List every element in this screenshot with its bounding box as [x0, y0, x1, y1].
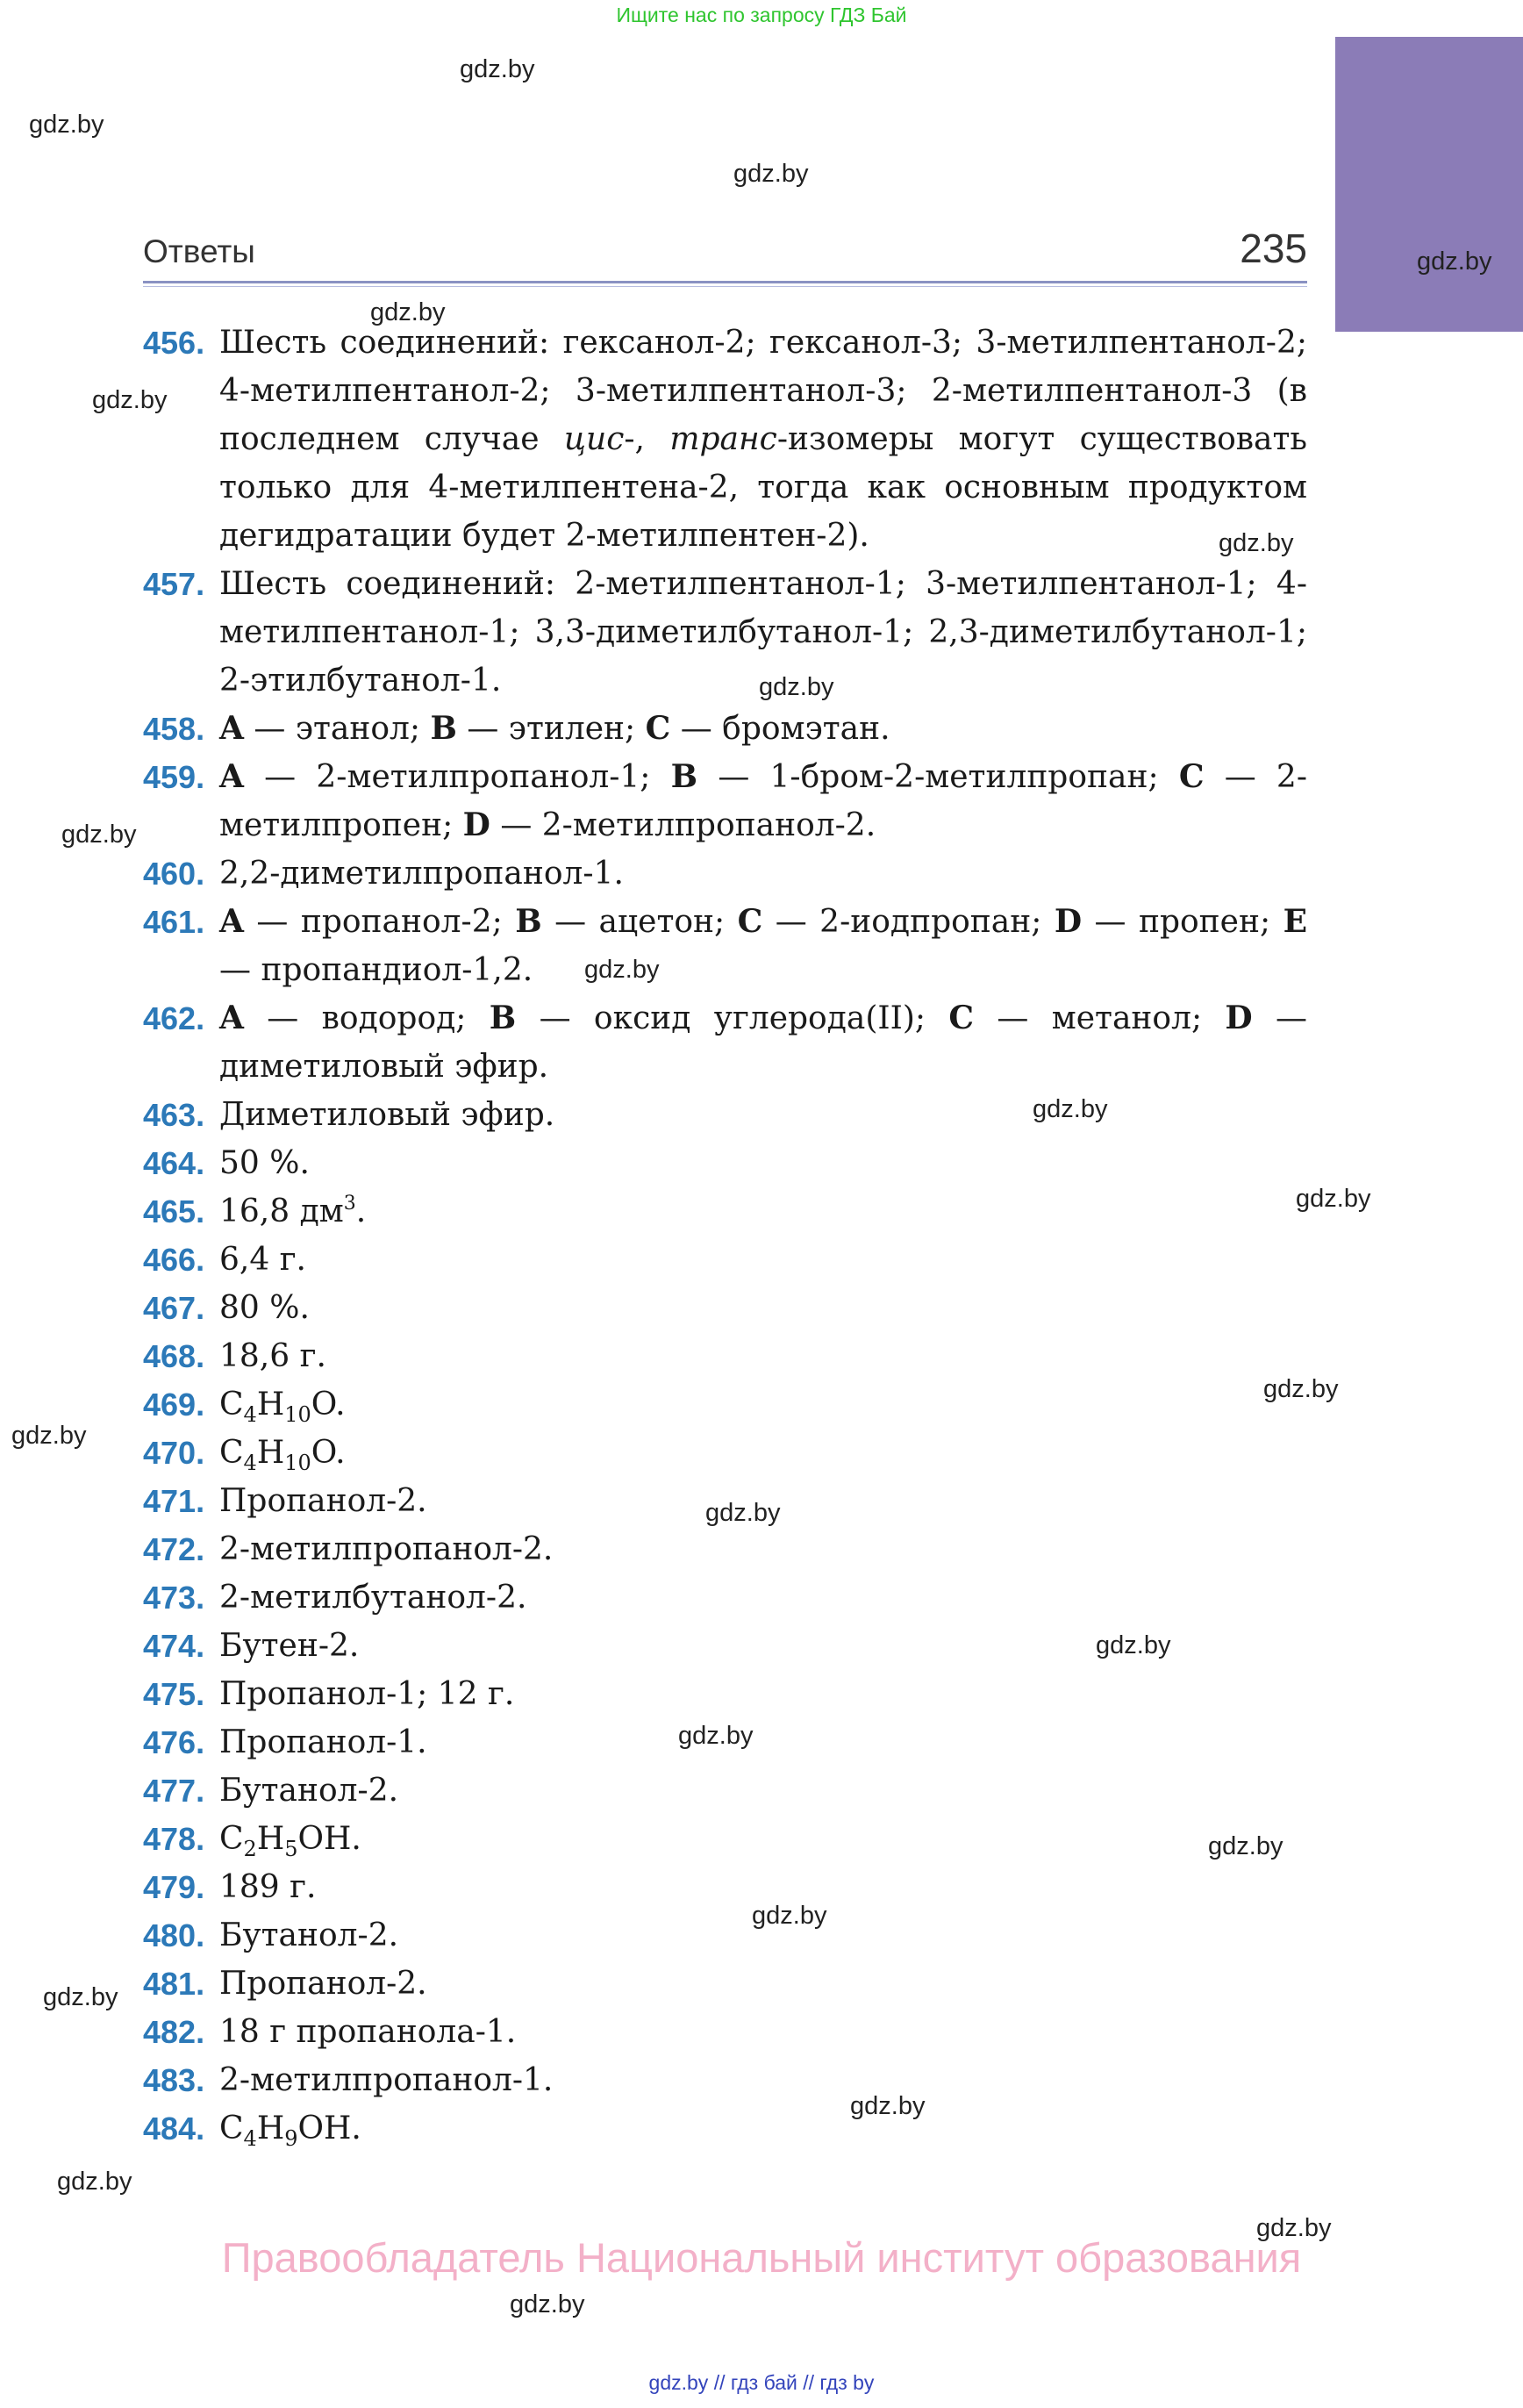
answer-text [219, 1387, 346, 1427]
answer-text [219, 1628, 359, 1664]
answer-text [219, 1821, 361, 1861]
answer-item [143, 753, 1307, 849]
answer-item [143, 994, 1307, 1091]
answer-number: 478. [143, 1821, 205, 1857]
answer-text-part: 16,8 дм [219, 1193, 344, 1229]
answer-text-part: -изомеры могут существовать только для 4-метилпентена-2, тогда как основным продуктом дегидратации будет 2-метилпентен-2). [219, 421, 1308, 554]
watermark: gdz.by [43, 1983, 118, 2011]
watermark: gdz.by [460, 55, 535, 83]
watermark: gdz.by [850, 2092, 926, 2120]
answer-text-part: D [1225, 1000, 1253, 1036]
answer-item [143, 2104, 1307, 2153]
answer-text-part: C [948, 1000, 975, 1036]
answer-text-part: — 2-метилпропен; [219, 759, 1307, 843]
answer-text-part: — водород; [243, 1000, 490, 1036]
answer-text-part: Пропанол-2. [219, 1966, 427, 2002]
answer-text-part: OH. [297, 1821, 361, 1857]
watermark: gdz.by [705, 1499, 781, 1527]
answer-item [143, 705, 1307, 753]
answer-text-part: Бутанол-2. [219, 1773, 399, 1809]
answer-number: 458. [143, 711, 205, 747]
answer-text [219, 566, 1307, 699]
answer-item [143, 1718, 1307, 1767]
answer-text-part: 5 [284, 1837, 298, 1861]
answer-text [219, 1193, 366, 1229]
answer-item [143, 1380, 1307, 1429]
answer-item [143, 1332, 1307, 1380]
answer-text-part: 10 [284, 1402, 311, 1427]
answer-text-part: -, [624, 421, 670, 457]
answer-text-part: Диметиловый эфир. [219, 1097, 555, 1133]
answer-number: 464. [143, 1145, 205, 1181]
answer-item [143, 1139, 1307, 1187]
answer-text-part: C [219, 1435, 244, 1471]
answer-text-part: транс [669, 421, 777, 457]
answer-text-part: 80 %. [219, 1290, 310, 1326]
answer-item [143, 1091, 1307, 1139]
answer-text-part: 3 [343, 1193, 356, 1215]
answer-item [143, 319, 1307, 560]
answer-text-part: Шесть соединений: гексанол-2; гексанол-3; 3-метилпентанол-2; 4-метилпентанол-2; 3-метилпентанол-3; 2-метилпентанол-3 (в последнем случае [219, 325, 1307, 457]
watermark: gdz.by [92, 386, 168, 414]
answer-text-part: — этанол; [243, 711, 431, 747]
answer-text-part: — бромэтан. [670, 711, 890, 747]
answer-text [219, 1338, 326, 1374]
watermark: gdz.by [11, 1422, 87, 1450]
answer-text [219, 1966, 427, 2002]
page-number: 235 [1240, 226, 1307, 271]
answer-number: 476. [143, 1724, 205, 1760]
answer-text-part: 2-метилпропанол-2. [219, 1531, 554, 1567]
answer-text-part: B [670, 758, 698, 795]
watermark: gdz.by [752, 1902, 827, 1930]
watermark: gdz.by [1033, 1095, 1108, 1123]
answer-number: 461. [143, 904, 205, 940]
answer-text-part: 18,6 г. [219, 1338, 326, 1374]
answer-item [143, 1284, 1307, 1332]
answer-number: 473. [143, 1580, 205, 1616]
answer-text-part: цис [563, 421, 625, 457]
answer-text [219, 711, 890, 747]
answer-number: 480. [143, 1917, 205, 1953]
answer-number: 483. [143, 2062, 205, 2098]
answer-text-part: 2-метилпропанол-1. [219, 2062, 554, 2098]
answer-number: 477. [143, 1773, 205, 1809]
answer-item [143, 1236, 1307, 1284]
answer-text-part: 2 [243, 1837, 257, 1861]
watermark: gdz.by [510, 2290, 585, 2318]
answer-text-part: H [256, 1821, 285, 1857]
answer-text-part: — 2-метилпропанол-2. [490, 807, 876, 843]
answer-text [219, 759, 1307, 843]
answer-text-part: — этилен; [456, 711, 646, 747]
answer-number: 479. [143, 1869, 205, 1905]
answer-text-part: — ацетон; [541, 904, 738, 940]
watermark: gdz.by [1219, 529, 1294, 557]
answer-text-part: — метанол; [974, 1000, 1226, 1036]
watermark: gdz.by [678, 1722, 754, 1750]
answer-text [219, 1097, 554, 1133]
watermark: gdz.by [29, 111, 104, 139]
answer-text-part: 18 г пропанола-1. [219, 2014, 517, 2050]
answer-text-part: 4 [243, 1451, 257, 1475]
answer-text-part: Бутен-2. [219, 1628, 360, 1664]
answer-text-part: Пропанол-2. [219, 1483, 427, 1519]
answer-number: 481. [143, 1966, 205, 2002]
header-rule-thin [143, 286, 1307, 287]
answer-text [219, 1531, 553, 1567]
answer-text-part: C [219, 2111, 244, 2146]
answer-number: 459. [143, 759, 205, 795]
watermark: gdz.by [1296, 1185, 1371, 1213]
answer-text [219, 325, 1307, 554]
answer-text-part: C [219, 1387, 244, 1423]
answer-text [219, 1869, 316, 1905]
section-title: Ответы [143, 233, 255, 269]
watermark: gdz.by [1208, 1832, 1283, 1860]
answer-number: 468. [143, 1338, 205, 1374]
answer-number: 470. [143, 1435, 205, 1471]
answer-text [219, 1580, 526, 1616]
watermark: gdz.by [61, 821, 137, 849]
answer-text [219, 1773, 398, 1809]
watermark: gdz.by [1096, 1631, 1171, 1659]
answer-number: 474. [143, 1628, 205, 1664]
watermark: gdz.by [584, 956, 660, 984]
answer-text-part: OH. [297, 2111, 361, 2146]
answer-text-part: O. [311, 1435, 346, 1471]
answer-text-part: C [645, 710, 671, 747]
answer-text [219, 1724, 427, 1760]
answer-text-part: 4 [243, 2126, 257, 2151]
answer-text-part: Пропанол-1; 12 г. [219, 1676, 515, 1712]
watermark: gdz.by [733, 160, 809, 188]
answer-text-part: — 2-метилпропанол-1; [243, 759, 671, 795]
answer-item [143, 1525, 1307, 1573]
answer-text [219, 1483, 427, 1519]
watermark: gdz.by [370, 298, 446, 326]
answer-text-part: A [219, 758, 244, 795]
answer-item [143, 1477, 1307, 1525]
answer-item [143, 2008, 1307, 2056]
answer-number: 463. [143, 1097, 205, 1133]
answer-item [143, 1187, 1307, 1236]
watermark: gdz.by [1263, 1375, 1339, 1403]
answer-text-part: 9 [284, 2126, 298, 2151]
answer-text-part: H [256, 2111, 285, 2146]
page-edge-tab [1335, 37, 1523, 332]
answer-text-part: B [515, 903, 542, 940]
answer-text [219, 1676, 514, 1712]
answer-item [143, 2056, 1307, 2104]
answer-text-part: C [737, 903, 763, 940]
answer-text-part: Пропанол-1. [219, 1724, 427, 1760]
answer-text-part: D [462, 806, 490, 843]
answer-item [143, 1622, 1307, 1670]
answer-text-part: — оксид углерода(II); [516, 1000, 949, 1036]
answer-item [143, 1767, 1307, 1815]
answer-text-part: H [256, 1387, 285, 1423]
answer-text [219, 1242, 306, 1278]
answer-number: 457. [143, 566, 205, 602]
answer-text-part: 6,4 г. [219, 1242, 306, 1278]
answer-text [219, 1000, 1307, 1085]
answer-text-part: Шесть соединений: 2-метилпентанол-1; 3-метилпентанол-1; 4-метилпентанол-1; 3,3-диметилбутанол-1; 2,3-диметилбутанол-1; 2-этилбутанол-1. [219, 566, 1307, 699]
answer-text-part: 4 [243, 1402, 257, 1427]
answer-text-part: 50 %. [219, 1145, 310, 1181]
answer-text [219, 2014, 516, 2050]
answer-text-part: O. [311, 1387, 346, 1423]
answer-item [143, 1573, 1307, 1622]
answer-text-part: A [219, 1000, 244, 1036]
answer-number: 460. [143, 856, 205, 892]
answer-text [219, 856, 624, 892]
answer-item [143, 1960, 1307, 2008]
answer-text [219, 1917, 398, 1953]
answer-item [143, 1429, 1307, 1477]
footer-links: gdz.by // гдз бай // гдз by [648, 2371, 875, 2394]
answer-text-part: H [256, 1435, 285, 1471]
answers-list [143, 319, 1307, 2153]
answer-text [219, 1290, 310, 1326]
answer-item [143, 1863, 1307, 1911]
watermark: gdz.by [1256, 2214, 1332, 2242]
answer-number: 469. [143, 1387, 205, 1423]
answer-number: 456. [143, 325, 205, 361]
answer-text-part: — 1-бром-2-метилпропан; [697, 759, 1179, 795]
answer-text-part: — 2-иодпропан; [762, 904, 1055, 940]
answer-item [143, 1911, 1307, 1960]
answer-text [219, 2062, 553, 2098]
answer-number: 467. [143, 1290, 205, 1326]
answer-text [219, 2111, 361, 2151]
answer-text-part: 10 [284, 1451, 311, 1475]
answer-item [143, 560, 1307, 705]
answer-text-part: Бутанол-2. [219, 1917, 399, 1953]
answer-item [143, 898, 1307, 994]
answer-text-part: A [219, 710, 244, 747]
top-banner: Ищите нас по запросу ГДЗ Бай [616, 4, 907, 26]
answer-number: 465. [143, 1193, 205, 1229]
header-rule [143, 281, 1307, 283]
answer-text-part: . [355, 1193, 367, 1229]
answer-text-part: — пропанол-2; [243, 904, 516, 940]
answer-text-part: — диметиловый эфир. [219, 1000, 1307, 1085]
answer-number: 472. [143, 1531, 205, 1567]
watermark: gdz.by [759, 673, 834, 701]
answer-number: 466. [143, 1242, 205, 1278]
answer-item [143, 1815, 1307, 1863]
answer-text-part: A [219, 903, 244, 940]
watermark: gdz.by [1417, 247, 1492, 276]
answer-text-part: E [1283, 903, 1308, 940]
copyright-notice: Правообладатель Национальный институт образования [221, 2234, 1302, 2281]
answer-text [219, 1145, 310, 1181]
answer-item [143, 1670, 1307, 1718]
answer-item [143, 849, 1307, 898]
answer-text-part: — пропен; [1082, 904, 1283, 940]
answer-text [219, 904, 1307, 988]
answer-text-part: C [1178, 758, 1205, 795]
answer-text [219, 1435, 346, 1475]
answer-number: 484. [143, 2111, 205, 2146]
answer-text-part: B [489, 1000, 517, 1036]
answer-number: 482. [143, 2014, 205, 2050]
answer-text-part: — пропандиол-1,2. [219, 952, 533, 988]
watermark: gdz.by [57, 2168, 132, 2196]
answer-number: 475. [143, 1676, 205, 1712]
answer-text-part: 189 г. [219, 1869, 317, 1905]
answer-number: 471. [143, 1483, 205, 1519]
answer-text-part: B [430, 710, 457, 747]
answer-text-part: 2,2-диметилпропанол-1. [219, 856, 624, 892]
answer-text-part: D [1054, 903, 1083, 940]
answer-number: 462. [143, 1000, 205, 1036]
answer-text-part: C [219, 1821, 244, 1857]
answer-text-part: 2-метилбутанол-2. [219, 1580, 527, 1616]
